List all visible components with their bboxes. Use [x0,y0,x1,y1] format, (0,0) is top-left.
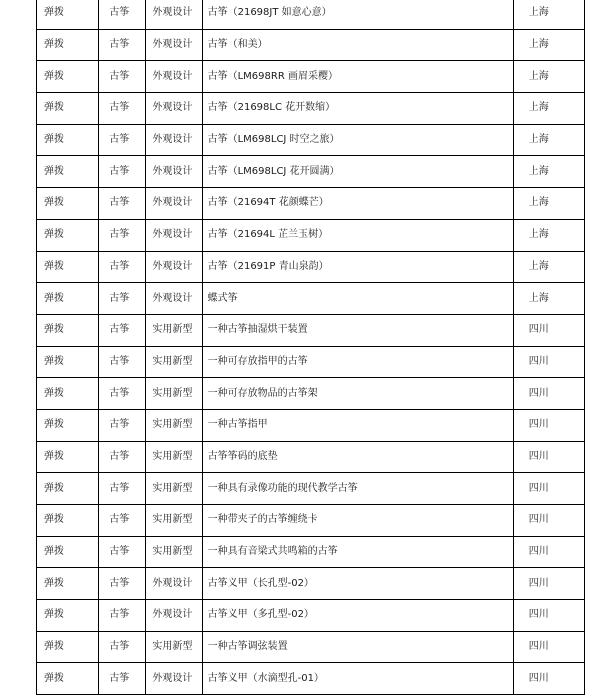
category-cell: 弹拨 [37,505,99,537]
patent-type-cell: 外观设计 [146,0,202,29]
patent-name-cell: 古筝义甲（水滴型孔-01） [202,663,513,695]
region-cell: 上海 [513,0,584,29]
table-row [37,536,585,568]
instrument-cell: 古筝 [99,61,146,93]
category-cell: 弹拨 [37,61,99,93]
instrument-cell: 古筝 [99,156,146,188]
category-cell: 弹拨 [37,441,99,473]
table-row [37,93,585,125]
region-cell: 四川 [513,473,584,505]
table-row [37,473,585,505]
table-row [37,124,585,156]
instrument-cell: 古筝 [99,219,146,251]
table-row [37,378,585,410]
instrument-cell: 古筝 [99,251,146,283]
instrument-cell: 古筝 [99,378,146,410]
table-row [37,251,585,283]
patent-name-cell: 古筝筝码的底垫 [202,441,513,473]
instrument-cell: 古筝 [99,314,146,346]
region-cell: 上海 [513,61,584,93]
patent-type-cell: 外观设计 [146,568,202,600]
region-cell: 四川 [513,536,584,568]
region-cell: 四川 [513,505,584,537]
instrument-cell: 古筝 [99,505,146,537]
patent-type-cell: 实用新型 [146,505,202,537]
patent-type-cell: 实用新型 [146,378,202,410]
patent-type-cell: 外观设计 [146,61,202,93]
category-cell: 弹拨 [37,536,99,568]
category-cell: 弹拨 [37,0,99,29]
patent-table [36,0,585,695]
region-cell: 四川 [513,441,584,473]
patent-type-cell: 外观设计 [146,188,202,220]
instrument-cell: 古筝 [99,536,146,568]
patent-type-cell: 外观设计 [146,251,202,283]
instrument-cell: 古筝 [99,29,146,61]
table-row [37,631,585,663]
region-cell: 四川 [513,409,584,441]
category-cell: 弹拨 [37,314,99,346]
table-row [37,568,585,600]
table-row [37,314,585,346]
region-cell: 上海 [513,29,584,61]
region-cell: 四川 [513,346,584,378]
category-cell: 弹拨 [37,188,99,220]
region-cell: 上海 [513,219,584,251]
patent-name-cell: 古筝（LM698LCJ 花开圆满） [202,156,513,188]
category-cell: 弹拨 [37,124,99,156]
category-cell: 弹拨 [37,378,99,410]
patent-type-cell: 外观设计 [146,156,202,188]
region-cell: 四川 [513,314,584,346]
patent-name-cell: 古筝义甲（多孔型-02） [202,600,513,632]
patent-type-cell: 外观设计 [146,219,202,251]
patent-name-cell: 古筝义甲（长孔型-02） [202,568,513,600]
instrument-cell: 古筝 [99,409,146,441]
patent-type-cell: 外观设计 [146,124,202,156]
category-cell: 弹拨 [37,631,99,663]
table-row [37,663,585,695]
patent-name-cell: 古筝（21698LC 花开数缩） [202,93,513,125]
patent-name-cell: 古筝（21691P 青山泉韵） [202,251,513,283]
region-cell: 四川 [513,600,584,632]
instrument-cell: 古筝 [99,568,146,600]
patent-type-cell: 外观设计 [146,283,202,315]
region-cell: 上海 [513,251,584,283]
patent-name-cell: 一种可存放物品的古筝架 [202,378,513,410]
region-cell: 上海 [513,283,584,315]
patent-name-cell: 古筝（21694L 芷兰玉树） [202,219,513,251]
table-row [37,156,585,188]
region-cell: 四川 [513,631,584,663]
region-cell: 四川 [513,378,584,410]
patent-type-cell: 实用新型 [146,409,202,441]
patent-type-cell: 外观设计 [146,600,202,632]
category-cell: 弹拨 [37,219,99,251]
patent-name-cell: 古筝（LM698RR 画眉采樱） [202,61,513,93]
patent-name-cell: 一种古筝抽湿烘干装置 [202,314,513,346]
patent-type-cell: 实用新型 [146,314,202,346]
region-cell: 上海 [513,93,584,125]
instrument-cell: 古筝 [99,600,146,632]
instrument-cell: 古筝 [99,473,146,505]
patent-type-cell: 实用新型 [146,631,202,663]
category-cell: 弹拨 [37,346,99,378]
region-cell: 四川 [513,568,584,600]
patent-type-cell: 实用新型 [146,346,202,378]
table-row [37,29,585,61]
patent-type-cell: 外观设计 [146,663,202,695]
instrument-cell: 古筝 [99,93,146,125]
patent-name-cell: 古筝（21694T 花颜蝶芒） [202,188,513,220]
category-cell: 弹拨 [37,663,99,695]
region-cell: 上海 [513,156,584,188]
category-cell: 弹拨 [37,600,99,632]
region-cell: 上海 [513,124,584,156]
table-row [37,600,585,632]
category-cell: 弹拨 [37,568,99,600]
table-row [37,188,585,220]
patent-name-cell: 古筝（和美） [202,29,513,61]
category-cell: 弹拨 [37,283,99,315]
category-cell: 弹拨 [37,29,99,61]
instrument-cell: 古筝 [99,188,146,220]
patent-name-cell: 蝶式筝 [202,283,513,315]
category-cell: 弹拨 [37,156,99,188]
table-row [37,0,585,29]
table-row [37,505,585,537]
table-body [37,0,585,695]
patent-name-cell: 古筝（LM698LCJ 时空之旅） [202,124,513,156]
patent-name-cell: 一种具有音梁式共鸣箱的古筝 [202,536,513,568]
patent-name-cell: 一种古筝指甲 [202,409,513,441]
table-row [37,346,585,378]
instrument-cell: 古筝 [99,124,146,156]
region-cell: 四川 [513,663,584,695]
instrument-cell: 古筝 [99,346,146,378]
patent-type-cell: 实用新型 [146,441,202,473]
patent-name-cell: 一种具有录像功能的现代教学古筝 [202,473,513,505]
table-row [37,409,585,441]
patent-name-cell: 一种可存放指甲的古筝 [202,346,513,378]
region-cell: 上海 [513,188,584,220]
table-row [37,283,585,315]
patent-name-cell: 一种古筝调弦装置 [202,631,513,663]
instrument-cell: 古筝 [99,663,146,695]
patent-type-cell: 实用新型 [146,536,202,568]
patent-type-cell: 外观设计 [146,29,202,61]
instrument-cell: 古筝 [99,441,146,473]
instrument-cell: 古筝 [99,283,146,315]
table-row [37,61,585,93]
patent-name-cell: 古筝（21698JT 如意心意） [202,0,513,29]
instrument-cell: 古筝 [99,631,146,663]
table-row [37,219,585,251]
category-cell: 弹拨 [37,93,99,125]
patent-type-cell: 外观设计 [146,93,202,125]
patent-name-cell: 一种带夹子的古筝缠绕卡 [202,505,513,537]
category-cell: 弹拨 [37,251,99,283]
table-row [37,441,585,473]
category-cell: 弹拨 [37,409,99,441]
patent-type-cell: 实用新型 [146,473,202,505]
instrument-cell: 古筝 [99,0,146,29]
category-cell: 弹拨 [37,473,99,505]
